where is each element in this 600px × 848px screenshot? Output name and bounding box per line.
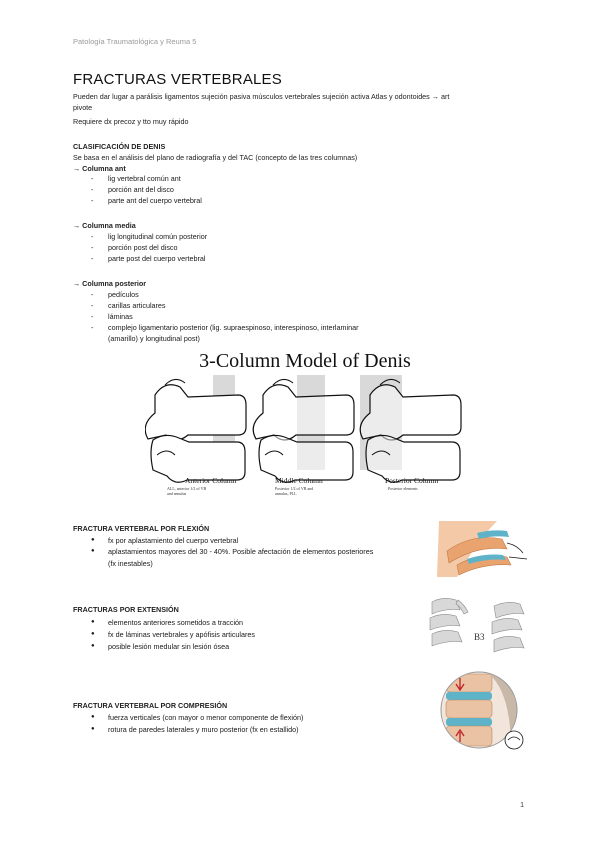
caption-anterior-sub: and annulus [167,491,187,496]
list-item: pedículos [108,290,139,299]
caption-middle: Middle Column [275,476,323,485]
list-item: aplastamientos mayores del 30 - 40%. Posible afectación de elementos posteriores [108,547,374,556]
list-item: parte ant del cuerpo vertebral [108,196,202,205]
caption-posterior: Posterior Column [385,476,439,485]
list-item-continuation: (fx inestables) [108,559,153,568]
list-item: láminas [108,312,133,321]
intro-line: Pueden dar lugar a parálisis ligamentos sujeción pasiva músculos vertebrales sujeción activa Atlas y odontoides → art [73,92,450,101]
caption-anterior-sub: ALL, anterior 1/2 of VB [167,486,207,491]
compression-fracture-image [436,670,534,756]
caption-middle-sub: Posterior 1/2 of VB and [275,486,314,491]
list-item: parte post del cuerpo vertebral [108,254,206,263]
section-heading-compression: FRACTURA VERTEBRAL POR COMPRESIÓN [73,701,228,710]
dash-marker: - [91,232,94,241]
extension-fracture-image [428,596,532,658]
spine-drawing-middle [253,375,354,482]
dash-marker: - [91,243,94,252]
bullet-marker: ● [91,714,95,720]
figure-title: 3-Column Model of Denis [199,350,411,372]
list-item: fuerza verticales (con mayor o menor componente de flexión) [108,713,304,722]
page-number: 1 [520,800,525,809]
spine-drawing-anterior [145,375,246,482]
dash-marker: - [91,323,94,332]
list-item: posible lesión medular sin lesión ósea [108,642,230,651]
dash-marker: - [91,254,94,263]
image-label-b3: B3 [474,632,485,642]
list-item: rotura de paredes laterales y muro posterior (fx en estallido) [108,725,299,734]
column-ant-label: → Columna ant [73,164,126,173]
list-item: fx de láminas vertebrales y apófisis articulares [108,630,256,639]
caption-posterior-sub: Posterior elements [388,486,418,491]
flexion-fracture-image [437,521,529,577]
column-post-label: → Columna posterior [73,279,147,288]
dash-marker: - [91,196,94,205]
section-heading-flexion: FRACTURA VERTEBRAL POR FLEXIÓN [73,524,210,533]
dash-marker: - [91,312,94,321]
dash-marker: - [91,174,94,183]
page-title: FRACTURAS VERTEBRALES [73,71,282,88]
caption-middle-sub: annulus, PLL [275,491,297,496]
running-header: Patología Traumatológica y Reuma 5 [73,37,197,46]
list-item: fx por aplastamiento del cuerpo vertebral [108,536,239,545]
list-item: porción post del disco [108,243,178,252]
bullet-marker: ● [91,631,95,637]
list-item: lig vertebral común ant [108,174,181,183]
column-mid-label: → Columna media [73,221,136,230]
bullet-marker: ● [91,548,95,554]
bullet-marker: ● [91,619,95,625]
intro-line: Requiere dx precoz y tto muy rápido [73,117,189,126]
bullet-marker: ● [91,537,95,543]
intro-line: pivote [73,103,93,112]
bullet-marker: ● [91,726,95,732]
caption-anterior: Anterior Column [185,476,237,485]
denis-three-column-figure [145,345,465,500]
list-item: porción ant del disco [108,185,174,194]
list-item-continuation: (amarillo) y longitudinal post) [108,334,200,343]
dash-marker: - [91,301,94,310]
dash-marker: - [91,185,94,194]
section-heading-extension: FRACTURAS POR EXTENSIÓN [73,605,179,614]
list-item: carillas articulares [108,301,166,310]
list-item: elementos anteriores sometidos a tracción [108,618,244,627]
bullet-marker: ● [91,643,95,649]
list-item: complejo ligamentario posterior (lig. supraespinoso, interespinoso, interlaminar [108,323,359,332]
denis-description: Se basa en el análisis del plano de radiografía y del TAC (concepto de las tres columnas) [73,153,358,162]
dash-marker: - [91,290,94,299]
denis-heading: CLASIFICACIÓN DE DENIS [73,142,166,151]
spine-drawing-posterior [360,375,461,482]
list-item: lig longitudinal común posterior [108,232,208,241]
